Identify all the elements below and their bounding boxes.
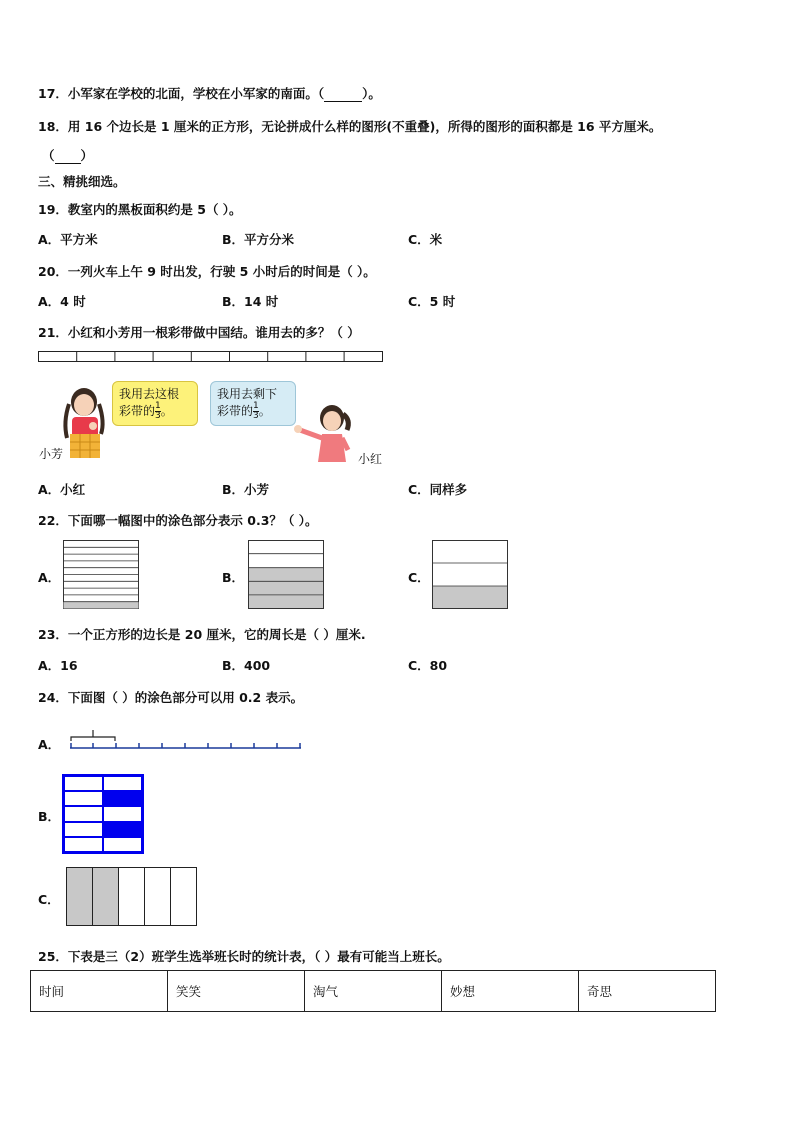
table-header-cell: 淘气 bbox=[305, 971, 442, 1012]
table-header-cell: 笑笑 bbox=[168, 971, 305, 1012]
option-a[interactable]: A．平方米 bbox=[38, 232, 98, 247]
option-a-figure[interactable] bbox=[63, 540, 139, 609]
speech-bubble-xiaohong: 我用去剩下 彩带的 $\frac{1}{3}$ 。 bbox=[210, 381, 296, 426]
option-a-label[interactable]: A． bbox=[38, 737, 61, 752]
option-c[interactable]: C．同样多 bbox=[408, 482, 468, 497]
option-c-label[interactable]: C． bbox=[38, 892, 60, 907]
ribbon-diagram bbox=[38, 351, 384, 363]
option-a-figure[interactable] bbox=[68, 728, 304, 752]
option-a[interactable]: A．16 bbox=[38, 658, 78, 673]
option-b-figure[interactable] bbox=[248, 540, 324, 609]
question-17 bbox=[38, 84, 381, 102]
answer-blank[interactable] bbox=[55, 148, 81, 164]
option-b-label[interactable]: B． bbox=[222, 570, 245, 585]
option-a-label[interactable]: A． bbox=[38, 570, 61, 585]
option-b-label[interactable]: B． bbox=[38, 809, 61, 824]
option-c-label[interactable]: C． bbox=[408, 570, 430, 585]
question-25-text: 25．下表是三（2）班学生选举班长时的统计表，（ ）最有可能当上班长。 bbox=[38, 949, 450, 964]
question-17-text: 17．小军家在学校的北面，学校在小军家的南面。（ bbox=[38, 86, 325, 101]
table-row bbox=[31, 971, 716, 1012]
option-c[interactable]: C．米 bbox=[408, 232, 443, 247]
table-header-cell: 时间 bbox=[31, 971, 168, 1012]
question-19-text: 19．教室内的黑板面积约是 5（ ）。 bbox=[38, 202, 242, 217]
option-b[interactable]: B．400 bbox=[222, 658, 271, 673]
question-23-text: 23．一个正方形的边长是 20 厘米，它的周长是（ ）厘米. bbox=[38, 627, 366, 642]
option-a[interactable]: A．4 时 bbox=[38, 294, 86, 309]
option-b-figure[interactable] bbox=[62, 774, 144, 854]
question-20-text: 20．一列火车上午 9 时出发，行驶 5 小时后的时间是（ ）。 bbox=[38, 264, 376, 279]
vote-table bbox=[30, 970, 716, 1012]
option-b[interactable]: B．平方分米 bbox=[222, 232, 295, 247]
table-header-cell: 奇思 bbox=[579, 971, 716, 1012]
girl-xiaohong-illustration bbox=[288, 400, 358, 466]
option-c-figure[interactable] bbox=[66, 867, 198, 927]
option-c[interactable]: C．80 bbox=[408, 658, 448, 673]
section-heading: 三、精挑细选。 bbox=[38, 174, 126, 189]
answer-blank[interactable] bbox=[324, 86, 362, 102]
option-b[interactable]: B．小芳 bbox=[222, 482, 270, 497]
fraction: $\frac{1}{3}$ bbox=[253, 401, 259, 421]
question-18-answer: （ ） bbox=[42, 148, 94, 163]
question-24-text: 24．下面图（ ）的涂色部分可以用 0.2 表示。 bbox=[38, 690, 304, 705]
fraction: $\frac{1}{3}$ bbox=[155, 401, 161, 421]
option-a[interactable]: A．小红 bbox=[38, 482, 86, 497]
name-xiaohong: 小红 bbox=[358, 452, 383, 466]
girl-xiaofang-illustration bbox=[60, 382, 110, 464]
table-header-cell: 妙想 bbox=[442, 971, 579, 1012]
option-c-figure[interactable] bbox=[432, 540, 508, 609]
question-18-text: 18．用 16 个边长是 1 厘米的正方形，无论拼成什么样的图形(不重叠)，所得的图形的面积都是 16 平方厘米。 bbox=[38, 119, 662, 134]
option-b[interactable]: B．14 时 bbox=[222, 294, 279, 309]
question-21-text: 21．小红和小芳用一根彩带做中国结。谁用去的多？（ ） bbox=[38, 325, 360, 340]
name-xiaofang: 小芳 bbox=[39, 447, 64, 461]
question-17-end: ）。 bbox=[362, 86, 381, 101]
option-c[interactable]: C．5 时 bbox=[408, 294, 456, 309]
question-22-text: 22．下面哪一幅图中的涂色部分表示 0.3？（ ）。 bbox=[38, 513, 318, 528]
speech-bubble-xiaofang: 我用去这根 彩带的 $\frac{1}{3}$ 。 bbox=[112, 381, 198, 426]
